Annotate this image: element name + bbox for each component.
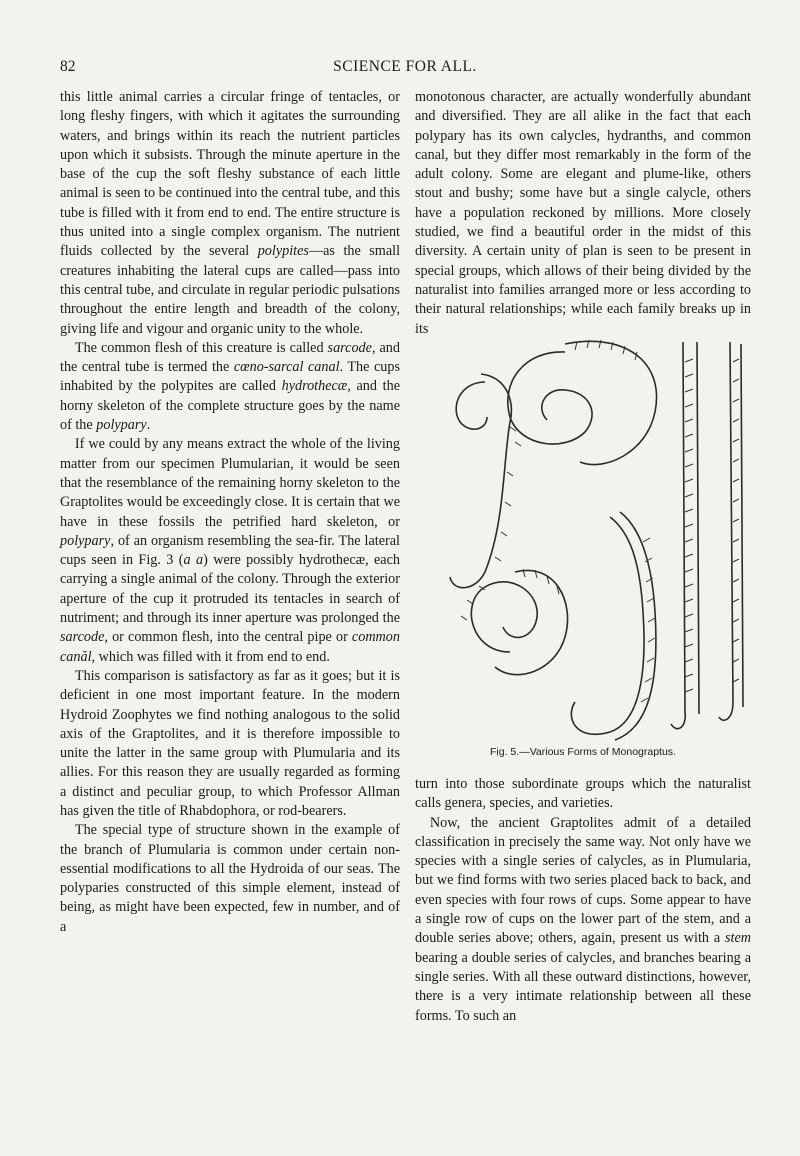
italic-term: hydrothecæ xyxy=(281,378,348,395)
page-header xyxy=(60,56,750,82)
italic-term: polypites xyxy=(257,243,309,260)
text-run: monotonous character, are actually wonderfully abundant and diversified. They are all alike in the fact that each polypary has its own calycles, hydranths, and common canal, but they differ most remarkably in the form of the adult colony. Some are elegant and plume-like, others stout and bushy; some have but a single calycle, others have a population reckoned by millions. More closely studied, we find a beautiful order in the midst of this diversity. A certain unity of plan is seen to be present in special groups, which allows of their being divided by the naturalist into families arranged more or less according to their natural relationships; while each family breaks up in its xyxy=(415,89,751,337)
italic-term: sarcode xyxy=(60,629,105,646)
text-run: The special type of structure shown in the example of the branch of Plumularia is common under certain non-essential modifications to all the Hydroida of our seas. The polyparies constructed of this simple element, instead of being, as might have been expected, few in number, and of a xyxy=(60,822,400,935)
spiral-form-bottom xyxy=(471,582,537,652)
text-run: , which was filled with it from end to end. xyxy=(91,648,330,665)
hook-form-left xyxy=(456,382,487,429)
italic-term: cœno-sarcal canal xyxy=(233,359,340,376)
page-number: 82 xyxy=(60,58,76,75)
running-title: SCIENCE FOR ALL. xyxy=(333,58,477,75)
paragraph xyxy=(415,814,751,1026)
spiral-form-top xyxy=(508,352,592,444)
text-run: , or common flesh, into the central pipe or xyxy=(104,629,352,646)
italic-term: polypary xyxy=(60,532,111,549)
straight-form-2 xyxy=(719,342,733,720)
paragraph xyxy=(60,821,400,937)
text-run: . xyxy=(146,417,151,434)
italic-term: a a xyxy=(183,552,204,569)
text-run: If we could by any means extract the whole of the living matter from our specimen Plumularian, it would be seen that the resemblance of the remaining horny skeleton to the Graptolites would be exceedingly close. It is certain that we have in these fossils the petrified hard skeleton, or xyxy=(60,436,400,530)
italic-term: polypary xyxy=(96,417,147,434)
text-run: —as the small creatures inhabiting the lateral cups are called—pass into this central tube, and circulate in regular periodic pulsations throughout the entire length and breadth of the colony, giving life and vigour and organic unity to the whole. xyxy=(60,243,401,337)
text-run: this little animal carries a circular fringe of tentacles, or long fleshy fingers, with which it agitates the surrounding waters, and brings within its reach the nutrient particles upon which it subsists. Through the minute aperture in the base of the cup the soft fleshy substance of each little animal is seen to be continued into the central tube, and this tube is filled with it from end to end. The entire structure is thus united into a single complex organism. The nutrient fluids collected by the several xyxy=(60,89,400,260)
text-run: ) were possibly hydrothecæ, each carrying a single animal of the colony. Through the exterior aperture of the cup it protruded its tentacles in search of nutriment; and through its inner aperture was prolonged the xyxy=(60,552,400,627)
text-run: . The cups inhabited by the polypites are called xyxy=(60,359,400,395)
text-run: bearing a double series of calycles, and branches bearing a single series. With all these outward distinctions, however, there is a very intimate relationship between all these forms. To such an xyxy=(415,949,751,1024)
paragraph xyxy=(60,88,400,339)
paragraph xyxy=(415,775,751,814)
figure-caption: Fig. 5.—Various Forms of Monograptus. xyxy=(490,746,676,758)
paragraph xyxy=(60,339,400,435)
text-run: This comparison is satisfactory as far as it goes; but it is deficient in one most important feature. In the modern Hydroid Zoophytes we find nothing analogous to the solid axis of the Graptolites, and it is therefore impossible to unite the latter in the same group with Plumularia and its allies. For this reason they are usually regarded as forming a distinct and peculiar group, to which Professor Allman has given the title of Rhabdophora, or rod-bearers. xyxy=(60,667,400,819)
paragraph xyxy=(60,435,400,667)
right-column-bottom xyxy=(415,775,751,1026)
italic-term: stem xyxy=(724,930,751,947)
right-column-top xyxy=(415,88,751,339)
text-run: turn into those subordinate groups which the naturalist calls genera, species, and varieties. xyxy=(415,776,751,812)
paragraph xyxy=(415,88,751,339)
left-column xyxy=(60,88,400,937)
figure-monograptus xyxy=(415,322,751,767)
hook-form-tall xyxy=(571,517,644,734)
italic-term: common canăl xyxy=(60,629,400,665)
italic-term: sarcode xyxy=(327,339,372,356)
text-run: Now, the ancient Graptolites admit of a detailed classification in precisely the same way. Not only have we species with a single series of calycles, as in Plumularia, but we find forms with two series placed back to back, and even species with four rows of cups. Some appear to have a single row of cups on the lower part of the stem, and a double series above; others, again, present us with a xyxy=(415,814,751,947)
straight-form-1 xyxy=(671,342,685,729)
monograptus-illustration xyxy=(415,322,751,742)
text-run: , and the central tube is termed the xyxy=(60,339,400,376)
paragraph xyxy=(60,667,400,821)
text-run: The common flesh of this creature is called xyxy=(74,339,328,356)
text-run: , of an organism resembling the sea-fir. The lateral cups seen in Fig. 3 ( xyxy=(60,532,400,569)
text-run: , and the horny skeleton of the complete structure goes by the name of the xyxy=(60,378,400,434)
